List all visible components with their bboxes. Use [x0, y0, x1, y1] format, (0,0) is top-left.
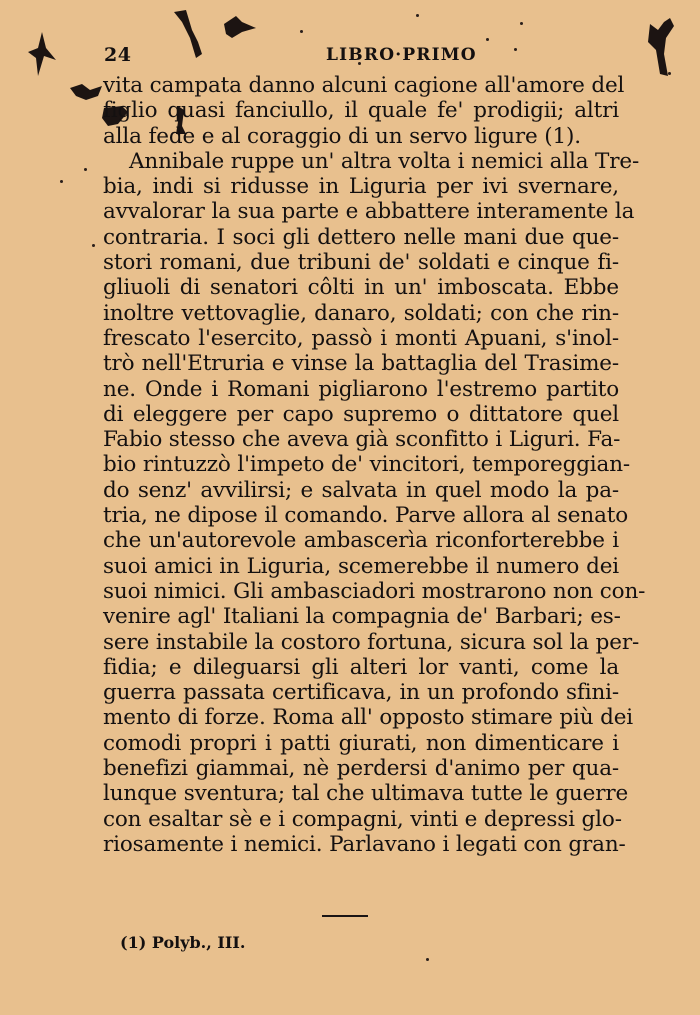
speck — [668, 72, 671, 75]
text-line: figlio quasi fanciullo, il quale fe' prodigii; altri — [103, 98, 619, 124]
text-line: mento di forze. Roma all' opposto stimare più dei — [103, 705, 634, 731]
text-line: avvalorar la sua parte e abbattere interamente la — [103, 199, 635, 225]
speck — [426, 958, 429, 961]
text-line: Fabio stesso che aveva già sconfitto i Liguri. Fa- — [103, 427, 621, 453]
text-line: venire agl' Italiani la compagnia de' Barbari; es- — [103, 604, 621, 630]
text-line: bio rintuzzò l'impeto de' vincitori, temporeggian- — [103, 452, 631, 478]
text-line: tria, ne dipose il comando. Parve allora al senato — [103, 503, 629, 529]
speck — [92, 244, 95, 247]
text-line: do senz' avvilirsi; e salvata in quel modo la pa- — [103, 477, 619, 503]
ink-blot-top-right — [644, 14, 680, 84]
text-line: inoltre vettovaglie, danaro, soldati; con che rin- — [103, 300, 619, 326]
text-line: bia, indi si ridusse in Liguria per ivi svernare, — [103, 174, 619, 200]
speck — [486, 38, 489, 41]
text-line: suoi nimici. Gli ambasciadori mostrarono non con- — [103, 578, 646, 604]
text-line: guerra passata certificava, in un profondo sfini- — [103, 680, 619, 706]
text-line: benefizi giammai, nè perdersi d'animo per qua- — [103, 756, 619, 782]
text-line: di eleggere per capo supremo o dittatore quel — [103, 401, 619, 427]
running-title: LIBRO·PRIMO — [326, 45, 477, 65]
footnote: (1) Polyb., III. — [120, 933, 246, 952]
text-line: alla fede e al coraggio di un servo ligure (1). — [103, 123, 581, 149]
text-line: trò nell'Etruria e vinse la battaglia del Trasime- — [103, 351, 619, 377]
text-line: vita campata danno alcuni cagione all'amore del — [103, 73, 625, 98]
speck — [84, 168, 87, 171]
text-line: ne. Onde i Romani pigliarono l'estremo partito — [103, 376, 619, 402]
speck — [300, 30, 303, 33]
text-line: frescato l'esercito, passò i monti Apuani, s'inol- — [103, 325, 619, 351]
speck — [60, 180, 63, 183]
footnote-divider — [322, 915, 368, 917]
speck — [520, 22, 523, 25]
body-text — [103, 73, 646, 857]
text-line: gliuoli di senatori côlti in un' imboscata. Ebbe — [103, 275, 619, 301]
page-number: 24 — [104, 44, 132, 66]
text-line: lunque sventura; tal che ultimava tutte le guerre — [103, 781, 629, 807]
text-line: suoi amici in Liguria, scemerebbe il numero dei — [103, 553, 619, 579]
text-line: contraria. I soci gli dettero nelle mani due que- — [103, 224, 619, 250]
paragraph-start-line: Annibale ruppe un' altra volta i nemici alla Tre- — [129, 148, 640, 174]
text-line: che un'autorevole ambascerìa riconforterebbe i — [103, 528, 619, 554]
text-line: comodi propri i patti giurati, non dimenticare i — [103, 730, 619, 756]
text-line: sere instabile la costoro fortuna, sicura sol la per- — [103, 629, 640, 655]
page-header — [104, 44, 624, 74]
text-line: riosamente i nemici. Parlavano i legati con gran- — [103, 831, 626, 857]
text-line: stori romani, due tribuni de' soldati e cinque fi- — [103, 250, 619, 276]
ink-blot-top-left — [28, 30, 58, 80]
text-line: fidia; e dileguarsi gli alteri lor vanti, come la — [103, 654, 619, 680]
text-line: con esaltar sè e i compagni, vinti e depressi glo- — [103, 806, 622, 832]
speck — [416, 14, 419, 17]
